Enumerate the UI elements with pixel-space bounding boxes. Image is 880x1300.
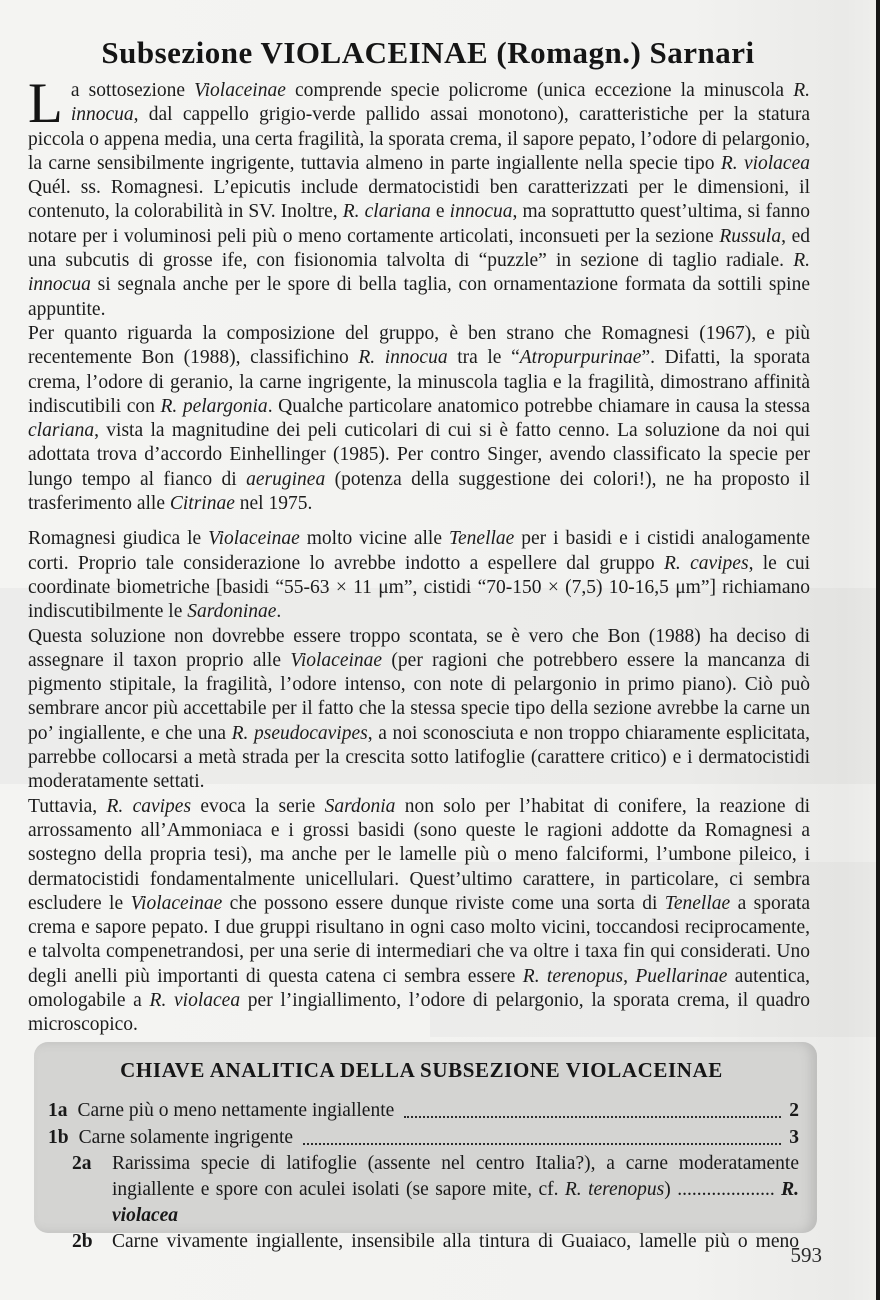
paragraph-text: a sottosezione Violaceinae comprende specie policrome (unica eccezione la minuscola R. innocua, dal cappello grigio-verde pallido assai monotono), caratteristiche per la statura piccola o appena media, una certa fragilità, la sporata crema, il sapore pepato, l’odore di pelargonio, la carne sensibilmente ingrigente, tuttavia almeno in parte ingiallente nella specie tipo R. violacea Quél. ss. Romagnesi. L’epicutis include dermatocistidi ben caratterizzati per le dimensioni, il contenuto, la colorabilità in SV. Inoltre, R. clariana e innocua, ma soprattutto quest’ultima, si fanno notare per i voluminosi peli più o meno cortamente articolati, inconsueti per la sezione Russula, ed una subcutis di grosse ife, con fisionomia talvolta di “puzzle” in sezione di taglio radiale. R. innocua si segnala anche per le spore di bella taglia, con ornamentazione formata da sottili spine appuntite.	[28, 80, 810, 320]
page-title: Subsezione VIOLACEINAE (Romagn.) Sarnari	[101, 34, 755, 70]
key-item-label: 1a	[48, 1100, 68, 1121]
dot-leader	[303, 1143, 781, 1145]
paragraph-composition	[28, 322, 810, 516]
scan-edge-strip	[876, 0, 880, 1300]
key-item-1b	[44, 1124, 799, 1151]
key-item-result: R. violacea	[112, 1179, 799, 1226]
key-title: CHIAVE ANALITICA DELLA SUBSEZIONE VIOLACEINAE	[120, 1058, 723, 1082]
paragraph-cavipes	[28, 795, 810, 1038]
key-item-text: Rarissima specie di latifoglie (assente nel centro Italia?), a carne moderatamente ingiallente e spore con aculei isolati (se sapore mite, cf. R. terenopus) ....................	[112, 1153, 799, 1200]
key-item-text: Carne vivamente ingiallente, insensibile alla tintura di Guaiaco, lamelle più o meno	[112, 1231, 799, 1252]
key-item-result: 3	[789, 1127, 799, 1148]
key-item-text: Carne solamente ingrigente	[78, 1127, 294, 1148]
key-item-2a	[44, 1151, 799, 1229]
paragraph-intro	[28, 72, 810, 322]
analytical-key-box	[34, 1042, 817, 1252]
paragraph-text: Romagnesi giudica le Violaceinae molto vicine alle Tenellae per i basidi e i cistidi analogamente corti. Proprio tale considerazione lo avrebbe indotto a espellere dal gruppo R. cavipes, le cui coordinate biometriche [basidi “55-63 × 11 μm”, cistidi “70-150 × (7,5) 10-16,5 μm”] richiamano indiscutibilmente le Sardoninae.	[28, 528, 810, 623]
key-item-1a	[44, 1097, 799, 1124]
key-item-label: 1b	[48, 1127, 69, 1148]
key-item-2b	[44, 1229, 799, 1255]
paragraph-text: Questa soluzione non dovrebbe essere troppo scontata, se è vero che Bon (1988) ha deciso di assegnare il taxon proprio alle Violaceinae (per ragioni che potrebbero essere la mancanza di pigmento stipitale, la fragilità, l’odore intenso, con note di pelargonio in primo piano). Ciò può sembrare ancor più accettabile per il fatto che la stessa specie tipo della sezione avrebbe la carne un po’ ingiallente, e che una R. pseudocavipes, a noi sconosciuta e non troppo chiaramente esplicitata, parrebbe collocarsi a metà strada per la crescita sotto latifoglie (carattere critico) e i dermatocistidi moderatamente settati.	[28, 625, 810, 793]
paragraph-text: Tuttavia, R. cavipes evoca la serie Sardonia non solo per l’habitat di conifere, la reazione di arrossamento all’Ammoniaca e i grossi basidi (sono queste le ragioni addotte da Romagnesi a sostegno della propria tesi), ma anche per le lamelle più o meno falciformi, l’umbone pileico, i dermatocistidi fondamentalmente unicellulari. Quest’ultimo carattere, in particolare, ci sembra escludere le Violaceinae che possono essere dunque riviste come una sorta di Tenellae a sporata crema e sapore pepato. I due gruppi risultano in ogni caso molto vicini, toccandosi reciprocamente, e talvolta compenetrandosi, per una serie di intermediari che va oltre i taxa fin qui considerati. Uno degli anelli più importanti di questa catena ci sembra essere R. terenopus, Puellarinae autentica, omologabile a R. violacea per l’ingiallimento, l’odore di pelargonio, la sporata crema, il quadro microscopico.	[28, 795, 811, 1036]
body-text	[28, 72, 811, 1038]
key-item-label: 2a	[72, 1153, 92, 1174]
paragraph-bon	[28, 625, 810, 795]
key-item-text: Carne più o meno nettamente ingiallente	[77, 1100, 395, 1121]
key-item-label: 2b	[72, 1231, 93, 1252]
key-item-result: 2	[789, 1100, 799, 1121]
dropcap-letter: L	[28, 72, 63, 135]
paragraph-text: Per quanto riguarda la composizione del gruppo, è ben strano che Romagnesi (1967), e più recentemente Bon (1988), classifichino R. innocua tra le “Atropurpurinae”. Difatti, la sporata crema, l’odore di geranio, la carne ingrigente, la minuscola taglia e la fragilità, dimostrano affinità indiscutibili con R. pelargonia. Qualche particolare anatomico potrebbe chiamare in causa la stessa clariana, vista la magnitudine dei peli cuticolari di cui si è fatto cenno. La soluzione da noi qui adottata trova d’accordo Einhellinger (1985). Per contro Singer, avendo classificato la specie per lungo tempo al fianco di aeruginea (potenza della suggestione dei colori!), ne ha proposto il trasferimento alle Citrinae nel 1975.	[28, 322, 811, 515]
page-number: 593	[790, 1243, 822, 1267]
dot-leader	[404, 1116, 781, 1118]
paragraph-romagnesi	[28, 527, 810, 624]
